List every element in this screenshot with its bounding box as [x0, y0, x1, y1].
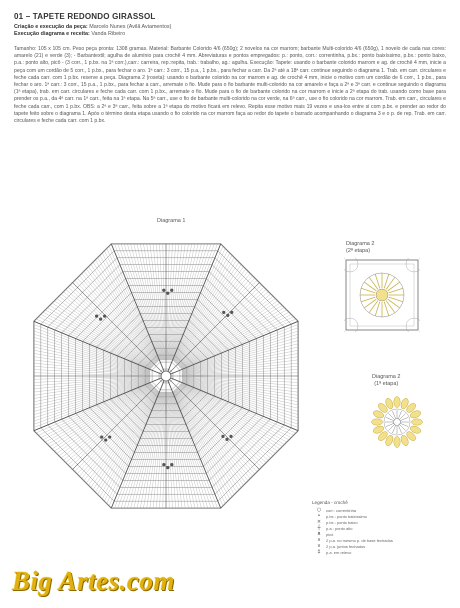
legend-text: p.a. em relevo	[326, 549, 352, 555]
credits	[14, 24, 171, 38]
flower-petal	[394, 397, 400, 408]
stitch-ray	[134, 244, 162, 360]
flower-petal	[412, 419, 423, 425]
pico-mark	[225, 438, 228, 441]
brand-logo: Big Artes.com	[12, 566, 176, 596]
stitch-ray	[182, 376, 298, 379]
stitch-ray	[170, 392, 198, 508]
credit-label-diagram: Execução diagrama e receita:	[14, 31, 90, 37]
stitch-ray	[168, 244, 185, 360]
pico-mark	[166, 466, 169, 469]
stitch-ray	[167, 392, 175, 508]
pico-mark	[104, 438, 107, 441]
stitch-ray	[134, 392, 162, 508]
diagram-2-title-b: Diagrama 2	[372, 374, 401, 380]
pico-mark	[162, 463, 165, 466]
stitch-ray	[156, 392, 164, 508]
stitch-ray	[173, 391, 225, 503]
stitch-ray	[118, 244, 160, 360]
pico-mark	[162, 289, 165, 292]
legend-text: p.a.: ponto alto	[326, 525, 353, 531]
legend-symbol: ○	[316, 507, 322, 513]
stitch-ray	[107, 391, 159, 503]
stitch-ray	[172, 244, 214, 360]
stitch-ray	[70, 387, 154, 467]
stitch-ray	[34, 357, 150, 374]
stitch-ray	[147, 244, 164, 360]
stitch-ray	[38, 317, 150, 369]
diagram-2-square	[344, 258, 420, 332]
stitch-ray	[75, 387, 155, 471]
flower-petal	[372, 419, 383, 425]
stitch-ray	[182, 382, 298, 424]
pico-mark	[170, 463, 173, 466]
stitch-ray	[166, 244, 169, 360]
legend-symbol: ×	[316, 519, 322, 525]
legend-symbol: ∧	[317, 537, 321, 543]
stitch-ray	[182, 380, 298, 408]
pico-mark	[229, 435, 232, 438]
stitch-ray	[109, 246, 159, 360]
stitch-ray	[173, 246, 223, 360]
stitch-ray	[167, 244, 175, 360]
stitch-ray	[118, 392, 160, 508]
diagram-2-stage-1-label	[372, 374, 400, 388]
stitch-ray	[182, 344, 298, 372]
octagon-center	[161, 371, 171, 381]
pico-mark	[226, 314, 229, 317]
pico-mark	[222, 311, 225, 314]
stitch-ray	[182, 319, 296, 369]
stitch-ray	[34, 378, 150, 395]
stitch-ray	[70, 285, 154, 365]
legend-symbol: ∨	[317, 543, 321, 549]
stitch-ray	[177, 387, 261, 467]
flower-petal	[394, 437, 400, 448]
stitch-ray	[177, 280, 257, 364]
stitch-ray	[182, 366, 298, 374]
stitch-ray	[38, 383, 150, 435]
legend-symbol: •	[317, 513, 321, 519]
legend-symbol: ‡	[317, 549, 321, 555]
stitch-ray	[163, 244, 166, 360]
stitch-ray	[182, 328, 298, 370]
credit-label-creation: Criação e execução da peça:	[14, 24, 88, 30]
pico-mark	[95, 315, 98, 318]
stitch-ray	[172, 392, 214, 508]
stitch-ray	[107, 248, 159, 360]
pico-mark	[166, 292, 169, 295]
stitch-ray	[182, 383, 296, 433]
stitch-ray	[182, 373, 298, 376]
stitch-ray	[177, 387, 257, 471]
stitch-ray	[163, 392, 166, 508]
octagon-mid-spoke	[166, 283, 259, 376]
stitch-ray	[173, 248, 225, 360]
octagon-mid-spoke	[73, 376, 166, 469]
diagram-2-flower	[367, 392, 427, 452]
legend	[312, 500, 448, 555]
pico-mark	[170, 289, 173, 292]
motif-center	[376, 289, 388, 301]
instructions-text: Tamanho: 105 x 105 cm. Peso peça pronta: 1308 gramas. Material: Barbante Colorido 4/6 (650g); 2 novelos na cor marrom; barbante Multi-colorido 4/6 (650g), 1 novelo de cada nas cores: amarelo (21) e verde (3); - Barbantextil; agulha de alumínio para crochê 4 mm. Abreviaturas e pontos empregados: p.: ponto, corr.: correntinha, p.bx.: ponto baixíssimo, p.bx.: ponto baixo, p.a.: ponto alto, picô - (3 corr., 1 p.bx. na 1ª corr.),carr.: carreira, rep.:repita, trab.: trabalho, ag.: agulha. Execução: Tapete: usando o barbante colorido marrom e ag. de crochê 4 mm, inicie a peça com um cordão de 5 corr., 1 p.bx., para fechar o aro. 1ª carr.: 3 corr., 15 p.a., 1 p.bx., para fechar a carr. Da 2ª até a 18ª carr. continue seguindo o diagrama 1. Trab. em carr. circulares e feche cada carr. com 1 p.bx. reserve a peça. Diagrama 2 (roseta): usando o barbante colorido na cor marrom e ag. de crochê 4 mm, inicie o motivo com um cordão de 6 corr., 1 p.bx., para fechar o aro. 1ª carr.: 3 corr., 15 p.a., 1 p.bx., para fechar a carr., arremate o fio. Mude para o fio barbante multi-colorido na cor amarelo e faça a 2ª e 3ª carr. e continue seguindo o diagrama (1ª etapa), trab. em carr. circulares e feche cada carr. com 1 p.bx., arremate o fio. Mude para o fio de barbante colorido na cor marrom e inicie a 2ª etapa do trab. usando como base para prender os p.a., da 4ª carr. na 1ª carr., feita na 1ª etapa. Na 5ª carr., use o fio de barbante multi-colorido na cor verde, na 6ª carr., use o fio colorido na cor marrom. Trab. em carr., circulares e feche cada carr., com 1 p.bx. OBS: a 2ª e 3ª carr., feita sobre a 1ª etapa do motivo ficará em relevo. Repita esse motivo mais 19 vezes e una-los entre si com p.bx. e prender ao redor do tapete feito sobre o diagrama 1. Após o término desta etapa usando o fio colorido na cor marrom faça ao redor do tapete o barrado acompanhando o diagrama 3 e o p. de rep. Trab. em carr. circulares e feche cada carr. com 1 p.bx.	[14, 46, 446, 125]
legend-text: picô	[326, 531, 334, 537]
stitch-ray	[109, 392, 159, 506]
legend-symbol: ┼	[317, 525, 321, 531]
stitch-ray	[182, 357, 298, 374]
octagon-mid-spoke	[73, 283, 166, 376]
stitch-ray	[177, 285, 261, 365]
diagram-2-stage-b: (1ª etapa)	[374, 381, 399, 387]
pico-mark	[108, 435, 111, 438]
stitch-ray	[34, 380, 150, 408]
stitch-ray	[173, 392, 223, 506]
stitch-ray	[34, 382, 150, 424]
legend-text: corr.: correntinha	[326, 507, 357, 513]
stitch-ray	[34, 376, 150, 379]
diagram-2-title: Diagrama 2	[346, 241, 375, 247]
legend-text: p.bx.: ponto baixo	[326, 519, 358, 525]
stitch-ray	[181, 383, 293, 435]
stitch-ray	[34, 328, 150, 370]
pico-mark	[230, 311, 233, 314]
pico-mark	[221, 435, 224, 438]
stitch-ray	[34, 373, 150, 376]
stitch-ray	[34, 377, 150, 385]
stitch-ray	[34, 366, 150, 374]
pico-mark	[100, 435, 103, 438]
legend-symbol: ᴥ	[317, 531, 321, 537]
diagram-1-octagon	[16, 226, 316, 526]
diagram-2-stage-2-label	[346, 241, 374, 255]
legend-text: 2 p.a. juntos fechados	[326, 543, 366, 549]
legend-item	[312, 549, 448, 555]
page-title: 01 – TAPETE REDONDO GIRASSOL	[14, 12, 156, 21]
stitch-ray	[182, 378, 298, 395]
stitch-ray	[75, 280, 155, 364]
diagram-1-label: Diagrama 1	[157, 218, 186, 224]
octagon-mid-spoke	[166, 376, 259, 469]
stitch-ray	[166, 392, 169, 508]
pico-mark	[103, 315, 106, 318]
pico-mark	[99, 318, 102, 321]
stitch-ray	[170, 244, 198, 360]
legend-text: p.bx.: ponto baixíssimo	[326, 513, 367, 519]
credit-value-diagram: Vanda Ribeiro	[91, 31, 126, 37]
legend-title: Legenda - crochê	[312, 500, 348, 505]
stitch-ray	[156, 244, 164, 360]
stitch-ray	[181, 317, 293, 369]
stitch-ray	[182, 377, 298, 385]
credit-value-creation: Marcelo Nunes (Avilã Aviamentos)	[89, 24, 172, 30]
diagram-2-stage: (2ª etapa)	[346, 248, 371, 254]
stitch-ray	[168, 392, 185, 508]
stitch-ray	[34, 344, 150, 372]
stitch-ray	[36, 383, 150, 433]
stitch-ray	[36, 319, 150, 369]
stitch-ray	[147, 392, 164, 508]
legend-text: 2 p.a. no mesmo p. de base fechados	[326, 537, 393, 543]
